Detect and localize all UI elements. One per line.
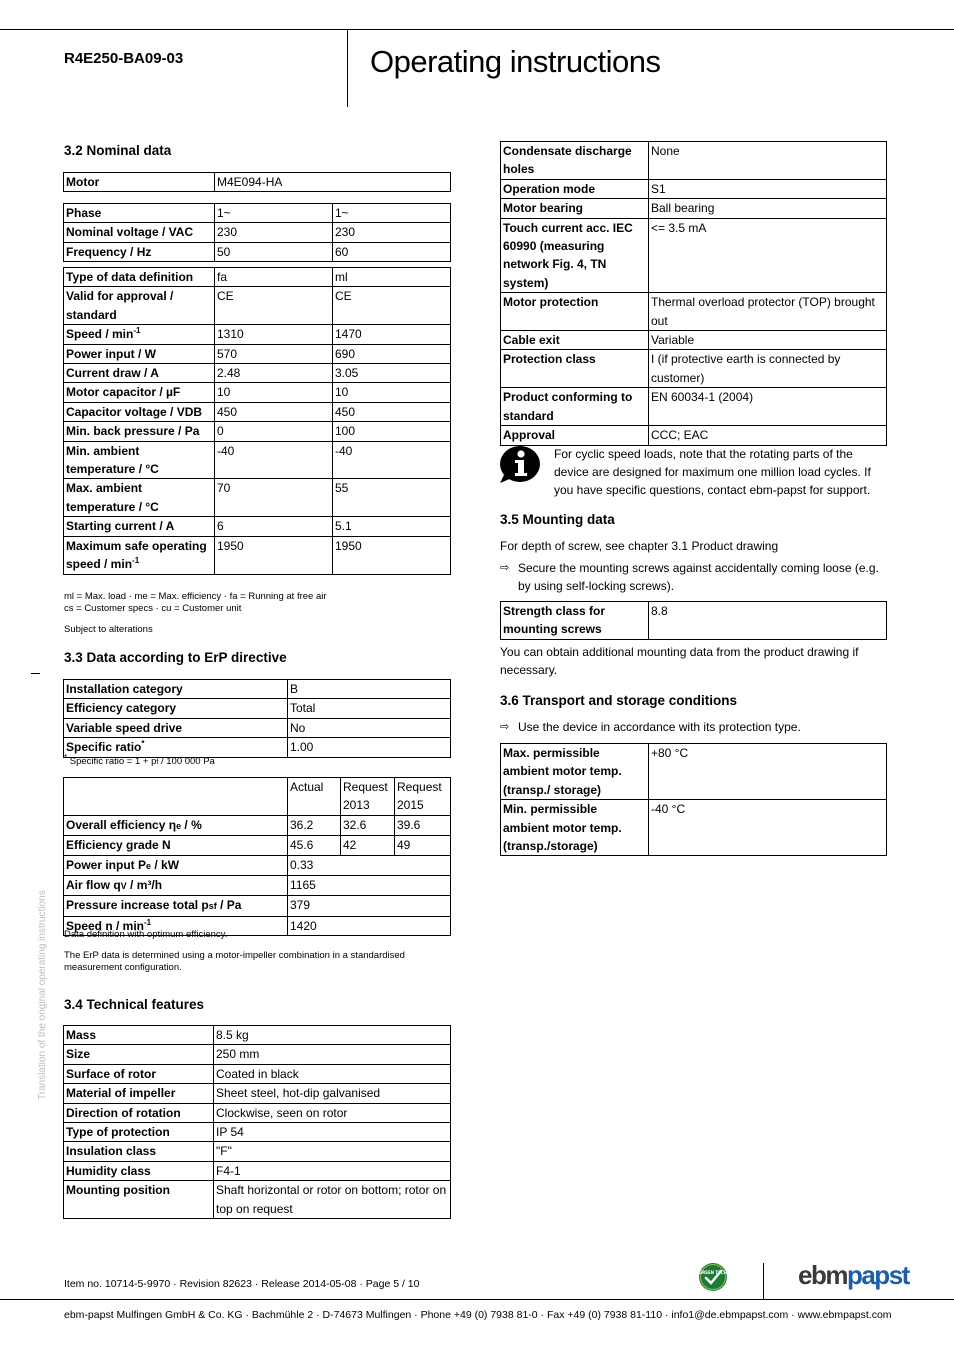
cell: 230 [215, 223, 333, 242]
cell: Product conforming to standard [501, 388, 649, 426]
table-row [501, 350, 887, 388]
table-row [501, 179, 887, 198]
cell: Max. ambient temperature / °C [64, 479, 215, 517]
cell: -40 [215, 441, 333, 479]
cell: Sheet steel, hot-dip galvanised [214, 1084, 451, 1103]
cell-unit: / m³/h [126, 878, 163, 893]
heading-3-6: 3.6 Transport and storage conditions [500, 693, 738, 708]
table-row [64, 223, 451, 242]
header-divider [347, 29, 348, 107]
header-top-rule [0, 29, 954, 30]
cell: 1420 [288, 916, 451, 935]
cell: Motor capacitor / µF [64, 383, 215, 402]
table-row [64, 1123, 451, 1142]
cell: CE [215, 287, 333, 325]
cell [64, 896, 288, 916]
table-row [64, 815, 451, 835]
arrow-icon: ⇨ [500, 721, 510, 733]
cell: 42 [341, 836, 395, 855]
cell: <= 3.5 mA [649, 218, 887, 293]
header-cell [64, 778, 288, 816]
heading-3-2: 3.2 Nominal data [64, 143, 172, 158]
cell: Min. ambient temperature / °C [64, 441, 215, 479]
table-row [64, 344, 451, 363]
table-row [64, 325, 451, 344]
cell: 690 [333, 344, 451, 363]
cell: -40 [333, 441, 451, 479]
cell: Cable exit [501, 331, 649, 350]
motor-value: M4E094-HA [215, 173, 451, 192]
table-row [64, 1181, 451, 1219]
cell: Condensate discharge holes [501, 142, 649, 180]
cell: S1 [649, 179, 887, 198]
table-row [64, 680, 451, 699]
subscript: e [176, 820, 182, 831]
cell: Capacitor voltage / VDB [64, 402, 215, 421]
subscript: e [146, 860, 152, 871]
cell: Min. permissible ambient motor temp. (transp./storage) [501, 800, 649, 856]
cell: 45.6 [288, 836, 341, 855]
table-row [64, 1161, 451, 1180]
subscript: V [120, 881, 127, 892]
table-row [501, 199, 887, 218]
cell: CCC; EAC [649, 426, 887, 445]
cell-text: Specific ratio [66, 740, 142, 755]
cell: No [288, 718, 451, 737]
cell: Nominal voltage / VAC [64, 223, 215, 242]
table-header-row [64, 778, 451, 816]
cell: 8.5 kg [214, 1026, 451, 1045]
cell: CE [333, 287, 451, 325]
erp-note-2: The ErP data is determined using a motor-impeller combination in a standardised measurement configuration. [64, 950, 405, 973]
table-row [64, 718, 451, 737]
table-row [64, 1045, 451, 1064]
cell: Starting current / A [64, 517, 215, 536]
cell: 3.05 [333, 364, 451, 383]
cell: Variable speed drive [64, 718, 288, 737]
cell: 49 [395, 836, 451, 855]
cell-unit: / % [181, 817, 202, 832]
table-row [501, 331, 887, 350]
cell: 570 [215, 344, 333, 363]
cell: Valid for approval / standard [64, 287, 215, 325]
cell: Thermal overload protector (TOP) brought out [649, 293, 887, 331]
cell [64, 876, 288, 896]
cell: Operation mode [501, 179, 649, 198]
table-row [64, 699, 451, 718]
cell [64, 536, 215, 574]
cell: Ball bearing [649, 199, 887, 218]
table-row [64, 1142, 451, 1161]
cell: 379 [288, 896, 451, 916]
cell: F4-1 [214, 1161, 451, 1180]
bullet-text: Secure the mounting screws against accidentally coming loose (e.g. by using self-locking screws). [518, 561, 879, 593]
cell: Approval [501, 426, 649, 445]
cell: Protection class [501, 350, 649, 388]
table-row [64, 855, 451, 875]
table-row [64, 383, 451, 402]
cell: 1~ [333, 204, 451, 223]
table-row [501, 744, 887, 800]
cell: Total [288, 699, 451, 718]
table-row [501, 602, 887, 640]
table-row [64, 1026, 451, 1045]
table-row [64, 1064, 451, 1083]
cell: Motor bearing [501, 199, 649, 218]
cell: B [288, 680, 451, 699]
heading-3-3: 3.3 Data according to ErP directive [64, 650, 287, 665]
cell: 39.6 [395, 815, 451, 835]
cell-unit: / kW [151, 857, 180, 872]
cell-text: Speed / min [66, 327, 134, 342]
brand-text: papst [846, 1260, 909, 1290]
specific-ratio-note [64, 752, 215, 769]
greentech-logo-icon [698, 1262, 728, 1292]
cell: Humidity class [64, 1161, 214, 1180]
table-row [64, 836, 451, 855]
footer-item-line: Item no. 10714-5-9970 · Revision 82623 · Release 2014-05-08 · Page 5 / 10 [64, 1278, 420, 1290]
cell: Mounting position [64, 1181, 214, 1219]
heading-3-5: 3.5 Mounting data [500, 512, 615, 527]
cell: EN 60034-1 (2004) [649, 388, 887, 426]
header-cell: Actual [288, 778, 341, 816]
table-row [64, 364, 451, 383]
superscript: * [64, 752, 68, 762]
cell: Phase [64, 204, 215, 223]
cell: Strength class for mounting screws [501, 602, 649, 640]
cell: Shaft horizontal or rotor on bottom; rotor on top on request [214, 1181, 451, 1219]
alterations-note: Subject to alterations [64, 624, 153, 635]
table-row [64, 268, 451, 287]
table-row [64, 479, 451, 517]
superscript: * [141, 739, 145, 749]
heading-3-4: 3.4 Technical features [64, 997, 205, 1012]
cell: Type of protection [64, 1123, 214, 1142]
cell: 2.48 [215, 364, 333, 383]
table-row [64, 876, 451, 896]
cell: 230 [333, 223, 451, 242]
cell: 450 [333, 402, 451, 421]
cell: Power input / W [64, 344, 215, 363]
motor-label: Motor [64, 173, 215, 192]
footer-rule [0, 1299, 954, 1300]
table-row [64, 204, 451, 223]
superscript: -1 [133, 326, 141, 336]
legend-note-1: ml = Max. load · me = Max. efficiency · fa = Running at free air [64, 591, 327, 602]
cell-unit: / Pa [216, 898, 242, 913]
info-icon [500, 445, 542, 483]
footer-logo-divider [763, 1263, 764, 1299]
header-cell: Request 2013 [341, 778, 395, 816]
cell [64, 855, 288, 875]
cell: Insulation class [64, 1142, 214, 1161]
cell: Coated in black [214, 1064, 451, 1083]
cell: 50 [215, 242, 333, 261]
note-text: Specific ratio = 1 + p [69, 756, 157, 767]
cell: Type of data definition [64, 268, 215, 287]
cell-text: Overall efficiency η [66, 817, 177, 832]
cell [64, 738, 288, 757]
table-row [64, 173, 451, 192]
legend-note-2: cs = Customer specs · cu = Customer unit [64, 603, 242, 614]
erp-table-b [63, 777, 451, 936]
table-row [501, 218, 887, 293]
note-text: / 100 000 Pa [158, 756, 215, 767]
cell: Efficiency category [64, 699, 288, 718]
motor-table [63, 172, 451, 192]
nominal-table-a [63, 203, 451, 262]
cell-text: Maximum safe operating speed / min [66, 538, 207, 572]
subscript: f [156, 759, 159, 766]
page-title: Operating instructions [370, 44, 661, 79]
cell: 60 [333, 242, 451, 261]
cell: Direction of rotation [64, 1103, 214, 1122]
cell: 32.6 [341, 815, 395, 835]
table-row [64, 896, 451, 916]
cell: Motor protection [501, 293, 649, 331]
cell: 1950 [333, 536, 451, 574]
cell: 1470 [333, 325, 451, 344]
cell: 5.1 [333, 517, 451, 536]
cell: 36.2 [288, 815, 341, 835]
cyclic-load-info: For cyclic speed loads, note that the rotating parts of the device are designed for maximum one million load cycles. If you have specific questions, contact ebm-papst for support. [554, 447, 871, 497]
greentech-text: GREEN TECH [698, 1270, 728, 1275]
cell-text: Air flow q [66, 878, 121, 893]
table-row [64, 1103, 451, 1122]
mounting-table [500, 601, 887, 640]
cell: Touch current acc. IEC 60990 (measuring network Fig. 4, TN system) [501, 218, 649, 293]
cell: 8.8 [649, 602, 887, 640]
table-row [501, 293, 887, 331]
cell: Material of impeller [64, 1084, 214, 1103]
cell: Installation category [64, 680, 288, 699]
footer-company-line: ebm-papst Mulfingen GmbH & Co. KG · Bachmühle 2 · D-74673 Mulfingen · Phone +49 (0) 7938 81-0 · Fax +49 (0) 7938 81-110 · info1@de.ebmpapst.com · www.ebmpapst.com [64, 1309, 892, 1321]
cell: 10 [215, 383, 333, 402]
cell: 70 [215, 479, 333, 517]
cell: 55 [333, 479, 451, 517]
cell: 450 [215, 402, 333, 421]
cell: Min. back pressure / Pa [64, 422, 215, 441]
cell: Frequency / Hz [64, 242, 215, 261]
cell: Variable [649, 331, 887, 350]
cell: Max. permissible ambient motor temp. (transp./ storage) [501, 744, 649, 800]
technical-features-table [63, 1025, 451, 1219]
cell-text: Power input P [66, 857, 147, 872]
cell: 250 mm [214, 1045, 451, 1064]
table-row [64, 242, 451, 261]
cell: Efficiency grade N [64, 836, 288, 855]
cell: 1~ [215, 204, 333, 223]
table-row [501, 142, 887, 180]
cell: 1.00 [288, 738, 451, 757]
cell: 1950 [215, 536, 333, 574]
mounting-additional-text: You can obtain additional mounting data from the product drawing if necessary. [500, 645, 859, 677]
subscript: sf [208, 901, 217, 912]
cell: Clockwise, seen on rotor [214, 1103, 451, 1122]
motor-features-table [500, 141, 887, 446]
cell: fa [215, 268, 333, 287]
sidebar-translation-note: Translation of the original operating instructions [37, 890, 48, 1100]
cell: ml [333, 268, 451, 287]
table-row [64, 441, 451, 479]
erp-note-1: Data definition with optimum efficiency. [64, 929, 228, 940]
cell: 1310 [215, 325, 333, 344]
cell: 6 [215, 517, 333, 536]
cell: Mass [64, 1026, 214, 1045]
arrow-icon: ⇨ [500, 562, 510, 574]
cell: Surface of rotor [64, 1064, 214, 1083]
table-row [64, 402, 451, 421]
screw-depth-text: For depth of screw, see chapter 3.1 Product drawing [500, 539, 779, 553]
cell-text: Speed n / min [66, 918, 145, 933]
cell [64, 325, 215, 344]
table-row [64, 287, 451, 325]
cell: "F" [214, 1142, 451, 1161]
table-row [501, 426, 887, 445]
nominal-table-b [63, 267, 451, 575]
header-cell: Request 2015 [395, 778, 451, 816]
cell: I (if protective earth is connected by customer) [649, 350, 887, 388]
cell: 100 [333, 422, 451, 441]
superscript: -1 [144, 917, 152, 927]
cell: 0.33 [288, 855, 451, 875]
cell: 1165 [288, 876, 451, 896]
cell: 0 [215, 422, 333, 441]
transport-table [500, 743, 887, 856]
table-row [64, 517, 451, 536]
table-row [64, 1084, 451, 1103]
cell: -40 °C [649, 800, 887, 856]
table-row [501, 800, 887, 856]
bullet-text: Use the device in accordance with its protection type. [518, 720, 801, 734]
cell: Current draw / A [64, 364, 215, 383]
cell: Size [64, 1045, 214, 1064]
cell: +80 °C [649, 744, 887, 800]
table-row [64, 536, 451, 574]
table-row [64, 738, 451, 757]
margin-tick [31, 673, 40, 674]
model-number: R4E250-BA09-03 [64, 50, 184, 67]
ebmpapst-logo [798, 1260, 909, 1291]
table-row [501, 388, 887, 426]
erp-table-a [63, 679, 451, 758]
cell: IP 54 [214, 1123, 451, 1142]
superscript: -1 [132, 556, 140, 566]
cell: None [649, 142, 887, 180]
cell [64, 815, 288, 835]
cell-text: Pressure increase total p [66, 898, 209, 913]
brand-text: ebm [798, 1260, 847, 1290]
table-row [64, 422, 451, 441]
cell: 10 [333, 383, 451, 402]
